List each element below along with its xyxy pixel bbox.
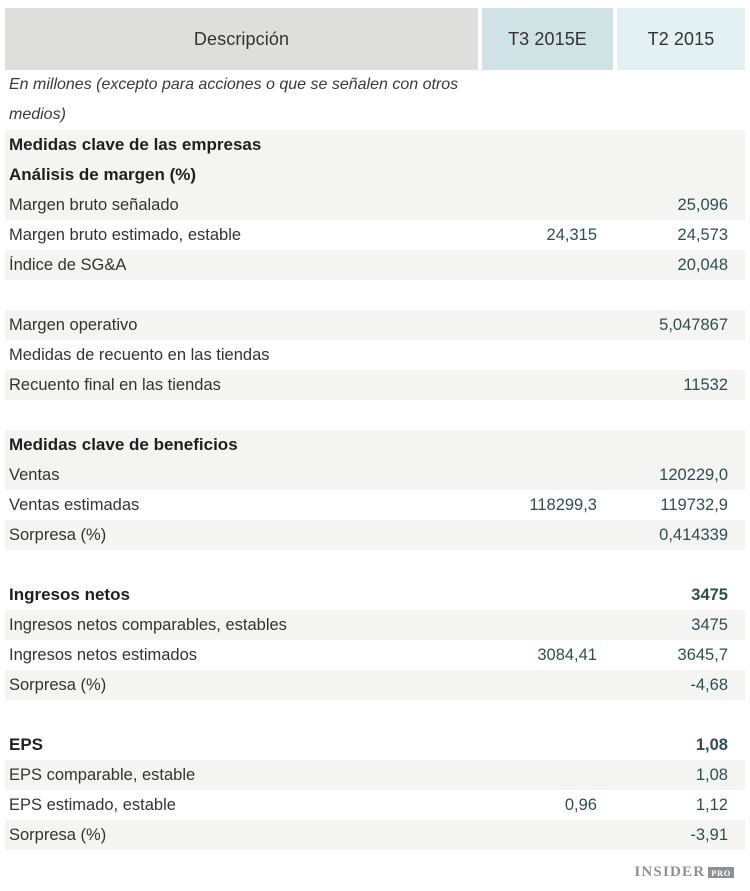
table-body [0, 70, 750, 850]
row-value-t3-2015e: 118299,3 [529, 495, 597, 514]
row-value-t2-2015: 3475 [691, 615, 728, 634]
row-label: Sorpresa (%) [9, 825, 107, 844]
row-label: EPS [9, 735, 44, 754]
row-value-t2-2015: 3645,7 [677, 645, 728, 664]
row-label: Recuento final en las tiendas [9, 375, 221, 394]
row-label: Ingresos netos comparables, estables [9, 615, 287, 634]
table-row [5, 370, 745, 400]
table-row [5, 310, 745, 340]
table-row [5, 730, 745, 760]
row-value-t2-2015: 1,12 [695, 795, 728, 814]
units-note-text-2: medios) [9, 106, 66, 123]
row-value-t2-2015: 24,573 [677, 225, 728, 244]
table-row [5, 160, 745, 190]
row-label: Ventas estimadas [9, 495, 140, 514]
row-value-t2-2015: 11532 [683, 375, 728, 394]
table-row [5, 610, 745, 640]
table-spacer-row [5, 700, 745, 730]
column-header-t2-2015: T2 2015 [617, 8, 745, 70]
table-row [5, 220, 745, 250]
table-row [5, 490, 745, 520]
row-value-t3-2015e: 24,315 [546, 225, 597, 244]
row-value-t2-2015: 20,048 [677, 255, 728, 274]
row-value-t2-2015: 119732,9 [660, 495, 728, 514]
row-value-t2-2015: -3,91 [690, 825, 728, 844]
units-note-line-1 [5, 70, 745, 100]
row-label: Sorpresa (%) [9, 525, 107, 544]
table-row [5, 790, 745, 820]
row-label: Ingresos netos [9, 585, 130, 604]
row-label: Ingresos netos estimados [9, 645, 198, 664]
row-label: Medidas clave de las empresas [9, 135, 262, 154]
table-row [5, 460, 745, 490]
row-label: EPS comparable, estable [9, 765, 196, 784]
row-value-t3-2015e: 0,96 [564, 795, 597, 814]
table-row [5, 520, 745, 550]
row-value-t2-2015: 120229,0 [659, 465, 728, 484]
table-row [5, 820, 745, 850]
table-row [5, 340, 745, 370]
row-label: Sorpresa (%) [9, 675, 107, 694]
table-row [5, 130, 745, 160]
row-label: Margen bruto señalado [9, 195, 179, 214]
row-value-t2-2015: -4,68 [690, 675, 728, 694]
units-note-line-2 [5, 100, 745, 130]
table-spacer-row [5, 400, 745, 430]
units-note-text-1: En millones (excepto para acciones o que se señalen con otros [9, 76, 459, 93]
row-value-t3-2015e: 3084,41 [537, 645, 597, 664]
row-value-t2-2015: 25,096 [677, 195, 728, 214]
table-row [5, 670, 745, 700]
row-value-t2-2015: 0,414339 [659, 525, 728, 544]
row-label: Medidas de recuento en las tiendas [9, 345, 270, 364]
row-label: EPS estimado, estable [9, 795, 176, 814]
table-rows-container [5, 130, 745, 850]
row-label: Margen bruto estimado, estable [9, 225, 242, 244]
row-label: Análisis de margen (%) [9, 165, 197, 184]
row-label: Ventas [9, 465, 60, 484]
insider-pro-logo [634, 864, 734, 881]
table-spacer-row [5, 550, 745, 580]
column-header-description: Descripción [5, 8, 478, 70]
financial-table-sheet [0, 8, 750, 891]
table-spacer-row [5, 280, 745, 310]
row-value-t2-2015: 5,047867 [659, 315, 728, 334]
row-label: Medidas clave de beneficios [9, 435, 238, 454]
table-row [5, 760, 745, 790]
table-row [5, 640, 745, 670]
table-row [5, 580, 745, 610]
row-value-t2-2015: 3475 [691, 585, 728, 604]
row-value-t2-2015: 1,08 [695, 765, 728, 784]
row-label: Índice de SG&A [9, 255, 127, 274]
logo-wordmark: INSIDER [634, 864, 706, 880]
table-row [5, 190, 745, 220]
logo-pro-badge: PRO [708, 867, 734, 879]
table-row [5, 250, 745, 280]
column-header-t3-2015e: T3 2015E [482, 8, 613, 70]
table-header-row [0, 8, 750, 70]
row-value-t2-2015: 1,08 [695, 735, 728, 754]
row-label: Margen operativo [9, 315, 138, 334]
table-row [5, 430, 745, 460]
